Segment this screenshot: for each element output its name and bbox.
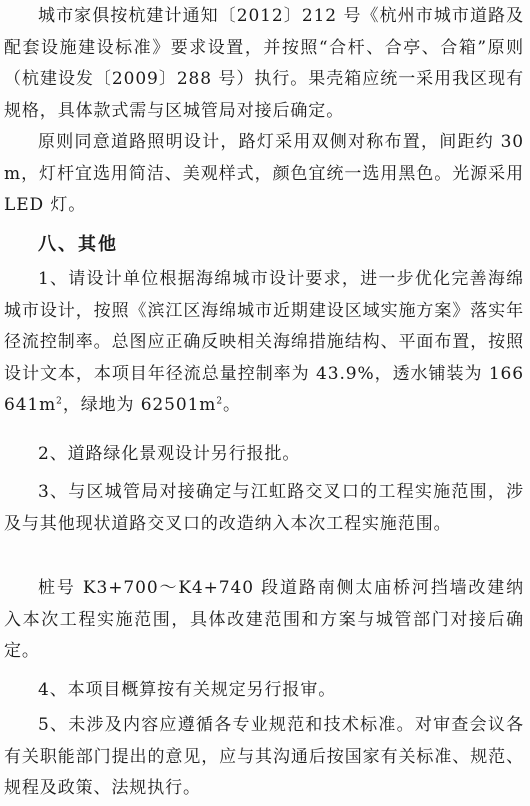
superscript-square: 2: [56, 396, 63, 407]
section-heading-other: 八、其他: [38, 234, 118, 255]
paragraph-budget: 4、本项目概算按有关规定另行报审。: [38, 680, 337, 700]
paragraph-city-furniture: 城市家俱按杭建计通知〔2012〕212 号《杭州市城市道路及配套设施建设标准》要求设置，并按照“合杆、合亭、合箱”原则（杭建设发〔2009〕288 号）执行。果壳箱应统一采用我区现有规格，具体款式需与区城管局对接后确定。: [4, 6, 524, 121]
sponge-city-end: 。: [222, 395, 241, 415]
sponge-city-text: 1、请设计单位根据海绵城市设计要求，进一步优化完善海绵城市设计，按照《滨江区海绵城市近期建设区域实施方案》落实年径流控制率。总图应正确反映相关海绵措施结构、平面布置，按照设计文本，本项目年径流总量控制率为 43.9%，透水铺装为 166641m: [4, 269, 524, 415]
paragraph-retaining-wall: 桩号 K3+700～K4+740 段道路南侧太庙桥河挡墙改建纳入本次工程实施范围，具体改建范围和方案与城管部门对接后确定。: [4, 578, 524, 661]
sponge-city-green-text: ，绿地为 62501m: [62, 395, 217, 415]
paragraph-road-lighting: 原则同意道路照明设计，路灯采用双侧对称布置，间距约 30m，灯杆宜选用简洁、美观样式，颜色宜统一选用黑色。光源采用 LED 灯。: [4, 132, 524, 215]
paragraph-landscape: 2、道路绿化景观设计另行报批。: [38, 444, 301, 464]
paragraph-standards: 5、未涉及内容应遵循各专业规范和技术标准。对审查会议各有关职能部门提出的意见，应与其沟通后按国家有关标准、规范、规程及政策、法规执行。: [4, 715, 524, 798]
paragraph-intersection-scope: 3、与区城管局对接确定与江虹路交叉口的工程实施范围，涉及与其他现状道路交叉口的改造纳入本次工程实施范围。: [4, 482, 524, 534]
paragraph-sponge-city: [4, 264, 524, 422]
superscript-square: 2: [216, 396, 223, 407]
